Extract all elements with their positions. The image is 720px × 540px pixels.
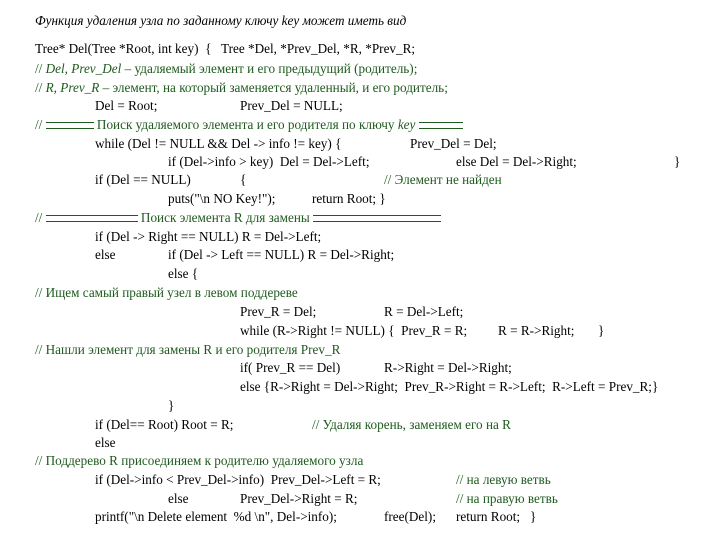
code-comment: // Элемент не найден [384, 172, 502, 187]
code-comment-search-del: // Поиск удаляемого элемента и его родителя по ключу key [35, 116, 463, 134]
separator-bar [313, 215, 441, 222]
code-line: if (Del== Root) Root = R; [95, 417, 234, 432]
code-line: { [240, 172, 247, 187]
code-line: puts("\n NO Key!"); [168, 191, 276, 206]
code-line: Prev_R = Del; [240, 304, 317, 319]
code-line: else [95, 435, 116, 450]
code-line: Prev_Del = Del; [410, 136, 497, 151]
code-line: else {R->Right = Del->Right; Prev_R->Right = R->Left; R->Left = Prev_R;} [240, 379, 659, 394]
code-line: printf("\n Delete element %d \n", Del->info); [95, 509, 337, 524]
code-comment-search-r: // Поиск элемента R для замены [35, 209, 441, 227]
code-line: return Root; } [312, 191, 386, 206]
code-line: if (Del -> Left == NULL) R = Del->Right; [168, 247, 395, 262]
code-line: else Del = Del->Right; [456, 154, 577, 169]
code-comment: // Удаляя корень, заменяем его на R [312, 417, 511, 432]
code-comment: // на левую ветвь [456, 472, 551, 487]
code-line: else [95, 247, 116, 262]
code-line: } [598, 323, 605, 338]
separator-bar [46, 215, 138, 222]
code-line: Prev_Del = NULL; [240, 98, 343, 113]
code-line: while (Del != NULL && Del -> info != key) { [95, 136, 342, 151]
heading: Функция удаления узла по заданному ключу key может иметь вид [35, 13, 407, 28]
code-line: Del = Root; [95, 98, 158, 113]
code-comment: // Ищем самый правый узел в левом поддереве [35, 285, 298, 300]
code-line: return Root; } [456, 509, 537, 524]
separator-bar [419, 122, 463, 129]
code-comment: // на правую ветвь [456, 491, 558, 506]
code-comment-del: // Del, Prev_Del – удаляемый элемент и его предыдущий (родитель); [35, 61, 418, 76]
code-comment-r: // R, Prev_R – элемент, на который заменяется удаленный, и его родитель; [35, 80, 448, 95]
code-line: } [674, 154, 681, 169]
code-line: if (Del == NULL) [95, 172, 191, 187]
code-line: } [168, 398, 175, 413]
code-comment: // Нашли элемент для замены R и его родителя Prev_R [35, 342, 341, 357]
code-line: else [168, 491, 189, 506]
code-line-signature: Tree* Del(Tree *Root, int key) { Tree *Del, *Prev_Del, *R, *Prev_R; [35, 41, 416, 56]
code-line: R = R->Right; [498, 323, 575, 338]
code-line: if( Prev_R == Del) [240, 360, 341, 375]
code-line: if (Del->info > key) Del = Del->Left; [168, 154, 370, 169]
code-line: R->Right = Del->Right; [384, 360, 512, 375]
code-line: Prev_Del->Right = R; [240, 491, 358, 506]
code-comment: // Поддерево R присоединяем к родителю удаляемого узла [35, 453, 364, 468]
code-line: else { [168, 266, 199, 281]
separator-bar [46, 122, 94, 129]
code-line: free(Del); [384, 509, 436, 524]
code-line: R = Del->Left; [384, 304, 464, 319]
code-line: if (Del->info < Prev_Del->info) Prev_Del->Left = R; [95, 472, 381, 487]
code-line: while (R->Right != NULL) { Prev_R = R; [240, 323, 468, 338]
code-line: if (Del -> Right == NULL) R = Del->Left; [95, 229, 322, 244]
